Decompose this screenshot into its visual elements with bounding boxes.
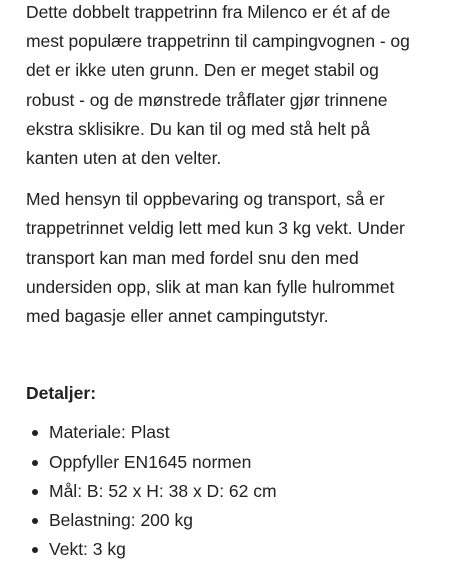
description-paragraph-1 — [26, 0, 466, 173]
paragraph-line: Dette dobbelt trappetrinn fra Milenco er ét af de — [26, 2, 391, 22]
bullet-icon — [32, 460, 38, 466]
paragraph-line: Med hensyn til oppbevaring og transport, så er — [26, 189, 385, 210]
details-item-text: Belastning: 200 kg — [49, 510, 193, 531]
paragraph-line: trappetrinnet veldig lett med kun 3 kg vekt. Under — [26, 218, 405, 239]
paragraph-line: transport kan man med fordel snu den med — [26, 247, 359, 268]
details-list-item — [26, 477, 466, 506]
bullet-icon — [32, 489, 38, 495]
paragraph-line: ekstra sklisikre. Du kan til og med stå helt på — [26, 118, 370, 139]
paragraph-line: kanten uten at den velter. — [26, 148, 222, 169]
paragraph-line: med bagasje eller annet campingutstyr. — [26, 306, 329, 327]
details-item-text: Mål: B: 52 x H: 38 x D: 62 cm — [49, 480, 277, 501]
details-list-item — [26, 506, 466, 535]
details-item-text: Vekt: 3 kg — [49, 539, 126, 560]
product-description — [26, 0, 466, 565]
details-list-item — [26, 448, 466, 477]
details-item-text: Materiale: Plast — [49, 422, 170, 443]
details-list — [26, 418, 466, 564]
details-heading: Detaljer: — [26, 383, 97, 404]
paragraph-line: robust - og de mønstrede tråflater gjør trinnene — [26, 89, 388, 110]
bullet-icon — [32, 547, 38, 553]
paragraph-line: det er ikke uten grunn. Den er meget stabil og — [26, 60, 379, 81]
details-list-item — [26, 418, 466, 447]
paragraph-line: undersiden opp, slik at man kan fylle hulrommet — [26, 276, 395, 297]
paragraph-line: mest populære trappetrinn til campingvognen - og — [26, 31, 410, 52]
bullet-icon — [32, 430, 38, 436]
details-list-item — [26, 535, 466, 564]
details-item-text: Oppfyller EN1645 normen — [49, 451, 252, 472]
bullet-icon — [32, 518, 38, 524]
description-paragraph-2 — [26, 185, 466, 331]
